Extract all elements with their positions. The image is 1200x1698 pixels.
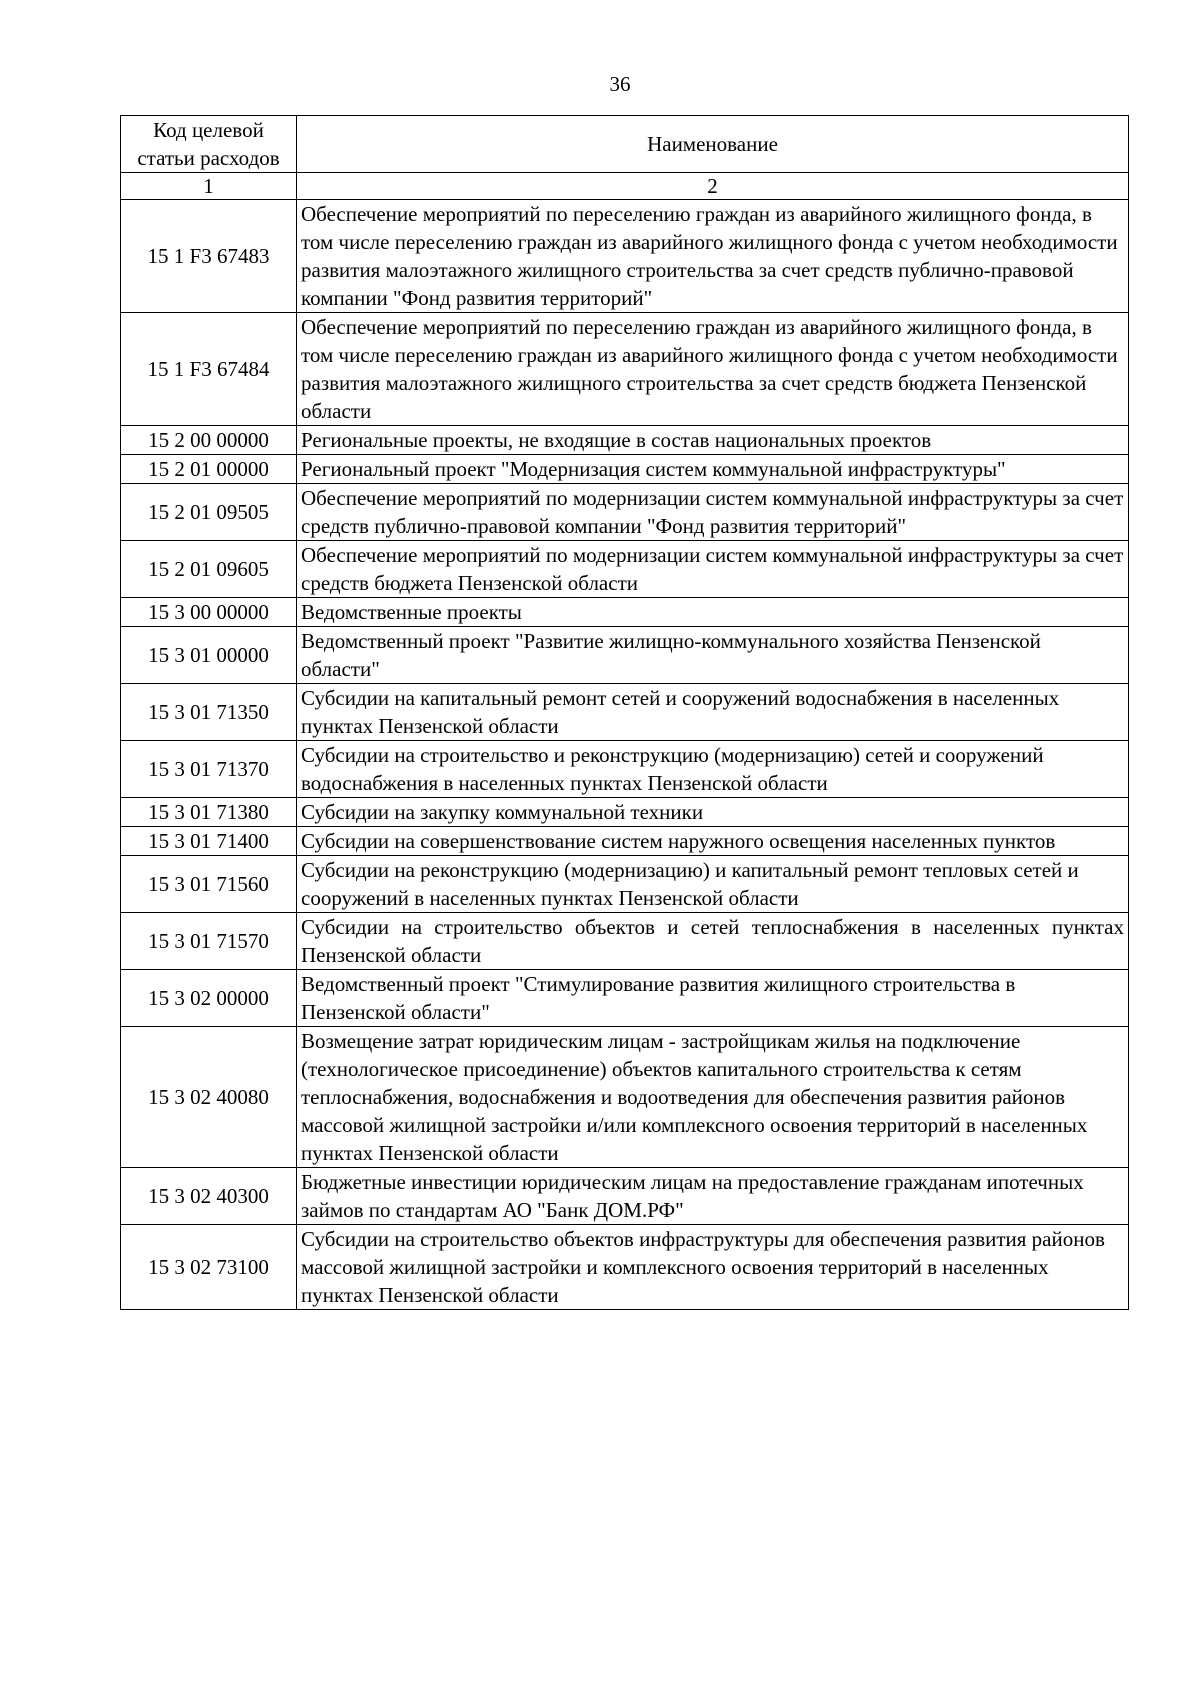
expense-item-name: Ведомственные проекты — [297, 598, 1129, 627]
expense-item-name: Обеспечение мероприятий по переселению граждан из аварийного жилищного фонда, в том числе переселению граждан из аварийного жилищного фонда с учетом необходимости развития малоэтажного жилищного строительства за счет средств публично-правовой компании "Фонд развития территорий" — [297, 200, 1129, 313]
table-row — [121, 598, 1129, 627]
expense-item-name: Субсидии на строительство и реконструкцию (модернизацию) сетей и сооружений водоснабжения в населенных пунктах Пензенской области — [297, 741, 1129, 798]
table-row — [121, 313, 1129, 426]
target-article-code: 15 3 02 40300 — [121, 1168, 297, 1225]
target-article-code: 15 3 01 00000 — [121, 627, 297, 684]
expense-item-name: Обеспечение мероприятий по модернизации систем коммунальной инфраструктуры за счет средств бюджета Пензенской области — [297, 541, 1129, 598]
table-row — [121, 827, 1129, 856]
target-article-code: 15 1 F3 67483 — [121, 200, 297, 313]
target-article-code: 15 3 01 71350 — [121, 684, 297, 741]
table-row — [121, 1225, 1129, 1310]
expense-item-name: Ведомственный проект "Стимулирование развития жилищного строительства в Пензенской области" — [297, 970, 1129, 1027]
expense-item-name: Субсидии на совершенствование систем наружного освещения населенных пунктов — [297, 827, 1129, 856]
table-row — [121, 970, 1129, 1027]
target-article-code: 15 2 00 00000 — [121, 426, 297, 455]
table-row — [121, 484, 1129, 541]
table-header-row — [121, 116, 1129, 173]
table-row — [121, 455, 1129, 484]
expense-item-name: Субсидии на закупку коммунальной техники — [297, 798, 1129, 827]
expense-item-name: Ведомственный проект "Развитие жилищно-коммунального хозяйства Пензенской области" — [297, 627, 1129, 684]
column-number-name: 2 — [297, 173, 1129, 200]
column-number-code: 1 — [121, 173, 297, 200]
table-body — [121, 200, 1129, 1310]
expense-item-name: Региональный проект "Модернизация систем коммунальной инфраструктуры" — [297, 455, 1129, 484]
target-article-code: 15 2 01 09605 — [121, 541, 297, 598]
table-row — [121, 426, 1129, 455]
expense-item-name: Бюджетные инвестиции юридическим лицам на предоставление гражданам ипотечных займов по стандартам АО "Банк ДОМ.РФ" — [297, 1168, 1129, 1225]
target-article-code: 15 3 01 71570 — [121, 913, 297, 970]
expense-item-name: Региональные проекты, не входящие в состав национальных проектов — [297, 426, 1129, 455]
target-article-code: 15 1 F3 67484 — [121, 313, 297, 426]
table-row — [121, 798, 1129, 827]
table-row — [121, 1168, 1129, 1225]
target-article-code: 15 3 02 73100 — [121, 1225, 297, 1310]
table-row — [121, 684, 1129, 741]
expense-item-name: Субсидии на строительство объектов и сетей теплоснабжения в населенных пунктах Пензенской области — [297, 913, 1129, 970]
column-number-row — [121, 173, 1129, 200]
expense-item-name: Обеспечение мероприятий по модернизации систем коммунальной инфраструктуры за счет средств публично-правовой компании "Фонд развития территорий" — [297, 484, 1129, 541]
column-header-code: Код целевой статьи расходов — [121, 116, 297, 173]
target-article-code: 15 3 02 00000 — [121, 970, 297, 1027]
target-article-code: 15 2 01 09505 — [121, 484, 297, 541]
target-article-code: 15 3 01 71400 — [121, 827, 297, 856]
expense-item-name: Возмещение затрат юридическим лицам - застройщикам жилья на подключение (технологическое присоединение) объектов капитального строительства к сетям теплоснабжения, водоснабжения и водоотведения для обеспечения развития районов массовой жилищной застройки и/или комплексного освоения территорий в населенных пунктах Пензенской области — [297, 1027, 1129, 1168]
page-number: 36 — [609, 72, 631, 96]
expense-item-name: Субсидии на строительство объектов инфраструктуры для обеспечения развития районов массовой жилищной застройки и комплексного освоения территорий в населенных пунктах Пензенской области — [297, 1225, 1129, 1310]
target-article-code: 15 3 01 71370 — [121, 741, 297, 798]
target-article-code: 15 3 02 40080 — [121, 1027, 297, 1168]
table-row — [121, 541, 1129, 598]
table-row — [121, 913, 1129, 970]
target-article-code: 15 2 01 00000 — [121, 455, 297, 484]
table-row — [121, 856, 1129, 913]
table-row — [121, 200, 1129, 313]
column-header-name: Наименование — [297, 116, 1129, 173]
table-row — [121, 741, 1129, 798]
expense-item-name: Субсидии на реконструкцию (модернизацию) и капитальный ремонт тепловых сетей и сооружений в населенных пунктах Пензенской области — [297, 856, 1129, 913]
target-article-code: 15 3 01 71560 — [121, 856, 297, 913]
expense-item-name: Субсидии на капитальный ремонт сетей и сооружений водоснабжения в населенных пунктах Пензенской области — [297, 684, 1129, 741]
budget-classification-table — [120, 115, 1129, 1310]
target-article-code: 15 3 01 71380 — [121, 798, 297, 827]
target-article-code: 15 3 00 00000 — [121, 598, 297, 627]
expense-item-name: Обеспечение мероприятий по переселению граждан из аварийного жилищного фонда, в том числе переселению граждан из аварийного жилищного фонда с учетом необходимости развития малоэтажного жилищного строительства за счет средств бюджета Пензенской области — [297, 313, 1129, 426]
table-row — [121, 627, 1129, 684]
table-row — [121, 1027, 1129, 1168]
